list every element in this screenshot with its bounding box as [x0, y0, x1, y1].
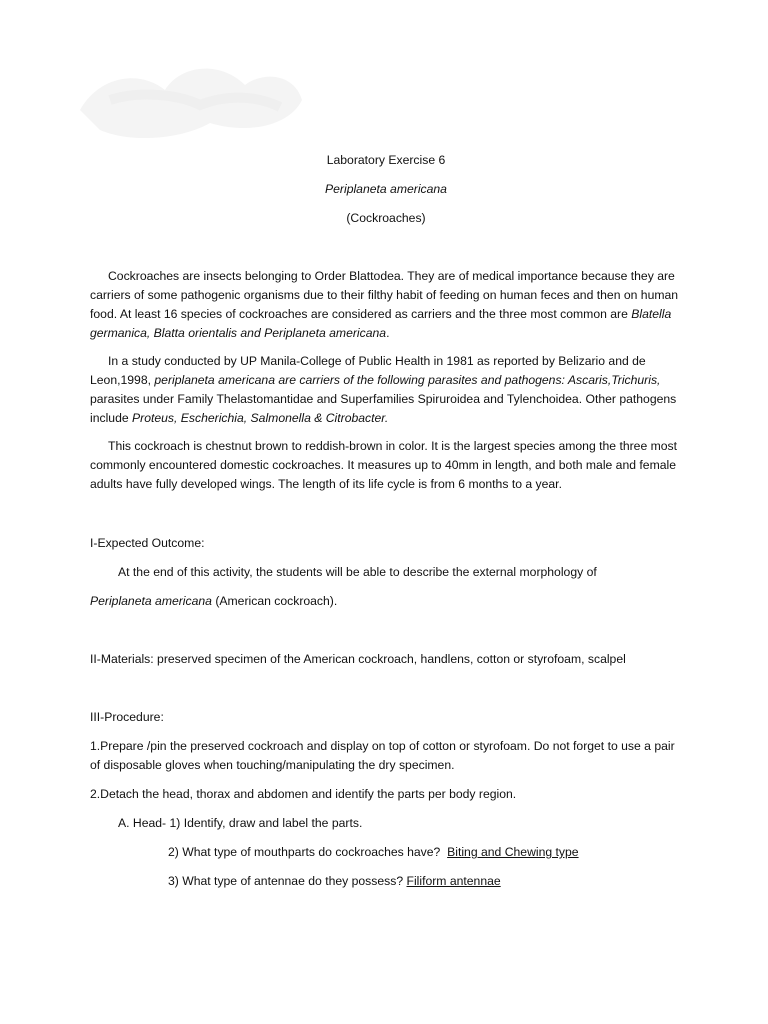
procedure-step-2: 2.Detach the head, thorax and abdomen and identify the parts per body region.: [90, 787, 517, 801]
common-name: (Cockroaches): [346, 211, 426, 225]
mouthparts-answer: Biting and Chewing type: [447, 845, 579, 859]
expected-outcome-line-2: Periplaneta americana (American cockroach).: [90, 594, 338, 608]
expected-outcome-line-1: At the end of this activity, the students will be able to describe the external morphology of: [118, 565, 597, 579]
intro-paragraph-2: In a study conducted by UP Manila-College of Public Health in 1981 as reported by Belizario and de Leon,1998, periplaneta americana are carriers of the following parasites and pathogens: Ascaris,Trichuris, parasites under Family Thelastomantidae and Superfamilies Spiruroidea and Tylenchoidea. Other pathogens include Proteus, Escherichia, Salmonella & Citrobacter.: [90, 354, 677, 425]
intro-paragraph-3: This cockroach is chestnut brown to reddish-brown in color. It is the largest species among the three most commonly encountered domestic cockroaches. It measures up to 40mm in length, and both male and female adults have fully developed wings. The length of its life cycle is from 6 months to a year.: [90, 439, 678, 491]
species-subtitle: Periplaneta americana: [325, 182, 447, 196]
faded-watermark-logo: [70, 55, 310, 145]
procedure-heading: III-Procedure:: [90, 710, 164, 724]
materials-line: II-Materials: preserved specimen of the American cockroach, handlens, cotton or styrofoam, scalpel: [90, 652, 626, 666]
page-title: Laboratory Exercise 6: [326, 153, 446, 167]
head-instruction: A. Head- 1) Identify, draw and label the parts.: [118, 816, 363, 830]
procedure-step-1: 1.Prepare /pin the preserved cockroach and display on top of cotton or styrofoam. Do not forget to use a pair of disposable gloves when touching/manipulating the dry specimen.: [90, 739, 675, 772]
antennae-answer: Filiform antennae: [406, 874, 501, 888]
antennae-question: 3) What type of antennae do they possess? Filiform antennae: [168, 874, 501, 888]
expected-outcome-heading: I-Expected Outcome:: [90, 536, 205, 550]
intro-paragraph-1: Cockroaches are insects belonging to Order Blattodea. They are of medical importance because they are carriers of some pathogenic organisms due to their filthy habit of feeding on human feces and then on human food. At least 16 species of cockroaches are considered as carriers and the three most common are Blatella germanica, Blatta orientalis and Periplaneta americana.: [90, 269, 679, 340]
mouthparts-question: 2) What type of mouthparts do cockroaches have? Biting and Chewing type: [168, 845, 579, 859]
